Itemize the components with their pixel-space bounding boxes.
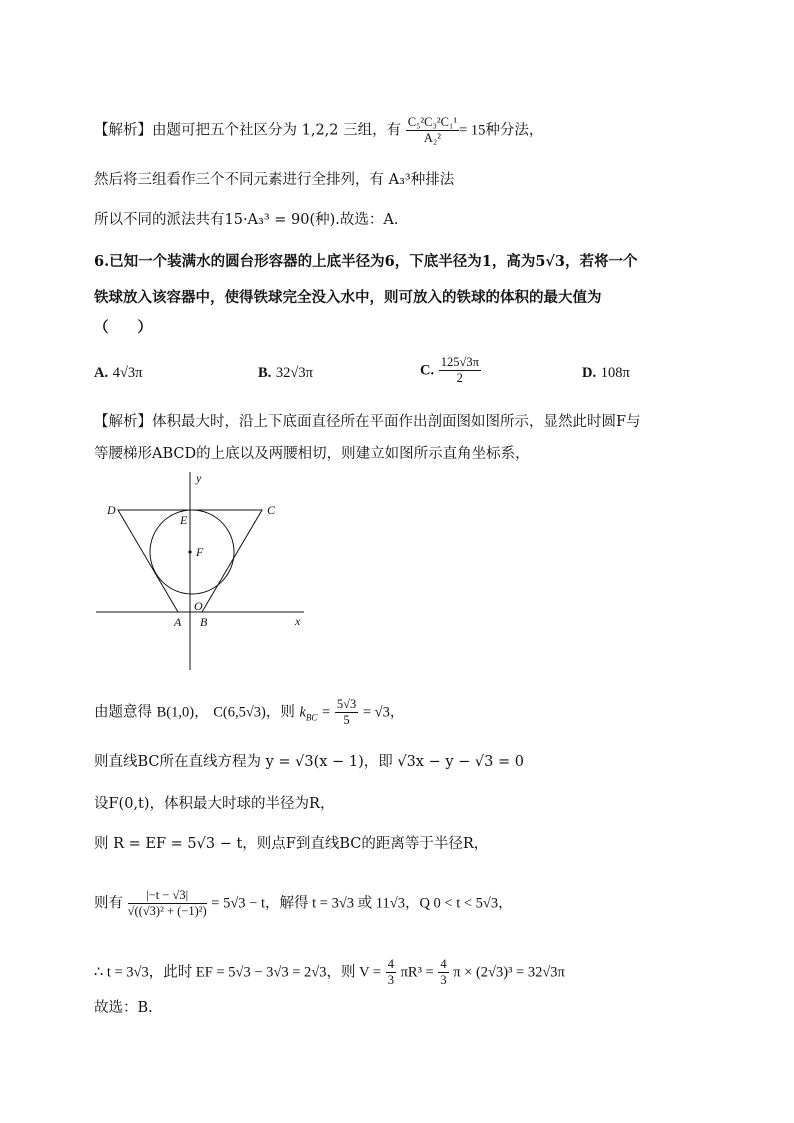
option-b[interactable]: B. 32√3π — [258, 365, 313, 381]
label-d: D — [107, 503, 116, 517]
label-y: y — [196, 471, 202, 485]
analysis-line-1: 【解析】体积最大时，沿上下底面直径所在平面作出剖面图如图所示，显然此时圆F与 — [94, 414, 641, 430]
cross-section-figure — [94, 470, 314, 680]
option-c[interactable]: C. $\frac{125√3\pi}{2}$ — [420, 355, 479, 385]
combination-fraction: $\frac{\text{C₅²C₃²C₁¹}}{\text{A₂²}}$ — [407, 115, 458, 145]
solution-step-7: 故选：B. — [94, 1000, 153, 1016]
question-6-line-1: 6.已知一个装满水的圆台形容器的上底半径为6，下底半径为1，高为5√3，若将一个 — [94, 253, 638, 270]
solution-step-1: 由题意得 B(1,0)， C(6,5√3)，则 $k_{BC}$ = $\frac{5√3}{5}$ = √3， — [94, 697, 405, 727]
solution-step-6: ∴ t = 3√3，此时 EF = 5√3 − 3√3 = 2√3，则 V = $\frac{4}{3}$ πR³ = $\frac{4}{3}$ π × (2√3)³ = 32√3π — [94, 957, 565, 987]
solution-step-2: 则直线BC所在直线方程为 y = √3(x − 1)，即 √3x − y − √3 = 0 — [94, 754, 524, 770]
option-a[interactable]: A. 4√3π — [94, 365, 143, 381]
inscribed-circle — [150, 510, 234, 594]
label-f: F — [196, 545, 204, 559]
label-e: E — [180, 513, 188, 527]
label-a: A — [174, 615, 182, 629]
solution-step-5: 则有 $\frac{|-t - √3|}{\text{√((√3)² + (−1)²)}}$ = 5√3 − t，解得 t = 3√3 或 11√3，Q 0 < t < 5√3， — [94, 888, 513, 918]
label-b: B — [200, 615, 208, 629]
solution-line-2: 然后将三组看作三个不同元素进行全排列，有 A₃³种排法 — [94, 172, 455, 188]
option-d[interactable]: D. 108π — [582, 365, 630, 381]
question-6-line-2: 铁球放入该容器中，使得铁球完全没入水中，则可放入的铁球的体积的最大值为 — [94, 289, 602, 306]
label-o: O — [194, 599, 203, 613]
analysis-line-2: 等腰梯形ABCD的上底以及两腰相切，则建立如图所示直角坐标系， — [94, 446, 530, 462]
solution-step-4: 则 R = EF = 5√3 − t，则点F到直线BC的距离等于半径R， — [94, 836, 489, 852]
solution-line-3: 所以不同的派法共有15·A₃³ = 90(种).故选：A. — [94, 212, 399, 228]
solution-step-3: 设F(0,t)，体积最大时球的半径为R， — [94, 796, 335, 812]
analysis-label: 【解析】 — [94, 122, 152, 139]
label-x: x — [295, 614, 301, 628]
center-point-f — [188, 550, 191, 553]
question-6-paren: （ ） — [94, 319, 152, 336]
label-c: C — [267, 503, 276, 517]
solution-line-1: 【解析】由题可把五个社区分为 1,2,2 三组，有 $\frac{\text{C₅²C₃²C₁¹}}{\text{A₂²}}$ = 15种分法， — [94, 115, 544, 145]
